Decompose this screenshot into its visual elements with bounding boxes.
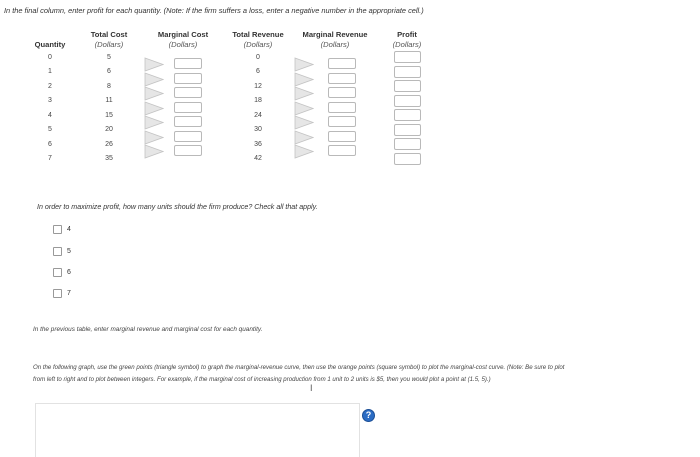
total-cost-cell: 6 (107, 68, 111, 76)
instructions-text: In the final column, enter profit for each quantity. (Note: If the firm suffers a loss, enter a negative number in the appropriate cell.) (4, 6, 424, 15)
profit-cell (380, 79, 434, 94)
table-row (22, 123, 434, 138)
help-icon[interactable]: ? (362, 409, 375, 422)
marginal-revenue-cell (290, 108, 380, 123)
profit-cell (380, 152, 434, 167)
option-6-checkbox[interactable] (53, 268, 62, 277)
quantity-cell: 7 (48, 155, 52, 163)
profit-input[interactable] (394, 51, 421, 63)
total-revenue-cell: 24 (254, 111, 262, 119)
total-revenue-cell: 36 (254, 140, 262, 148)
quantity-cell: 2 (48, 82, 52, 90)
marginal-cost-cell (140, 108, 226, 123)
profit-cell (380, 108, 434, 123)
marginal-revenue-cell (290, 50, 380, 65)
marginal-revenue-cell (290, 123, 380, 138)
cost-revenue-table (22, 30, 434, 166)
profit-cell (380, 50, 434, 65)
option-7[interactable] (53, 289, 71, 298)
marginal-cost-cell (140, 65, 226, 80)
total-revenue-cell: 18 (254, 97, 262, 105)
profit-max-question: In order to maximize profit, how many units should the firm produce? Check all that apply. (37, 203, 318, 211)
table-row (22, 152, 434, 167)
quantity-cell: 4 (48, 111, 52, 119)
profit-input[interactable] (394, 138, 421, 150)
previous-table-note: In the previous table, enter marginal revenue and marginal cost for each quantity. (33, 326, 263, 333)
option-6-label: 6 (67, 269, 71, 276)
marginal-revenue-cell (290, 152, 380, 167)
profit-cell (380, 137, 434, 152)
header-marginal-revenue: Marginal Revenue (Dollars) (302, 30, 368, 49)
marginal-revenue-cell (290, 79, 380, 94)
total-revenue-cell: 42 (254, 155, 262, 163)
marginal-cost-cell (140, 152, 226, 167)
option-7-label: 7 (67, 290, 71, 297)
header-total-revenue: Total Revenue (Dollars) (232, 30, 284, 49)
marginal-cost-cell (140, 79, 226, 94)
marginal-cost-cell (140, 50, 226, 65)
profit-input[interactable] (394, 95, 421, 107)
marginal-revenue-cell (290, 137, 380, 152)
quantity-cell: 0 (48, 53, 52, 61)
header-marginal-cost: Marginal Cost (Dollars) (157, 30, 209, 49)
quantity-cell: 6 (48, 140, 52, 148)
option-4-checkbox[interactable] (53, 225, 62, 234)
profit-cell (380, 123, 434, 138)
option-4-label: 4 (67, 226, 71, 233)
graph-area[interactable] (35, 403, 360, 457)
marginal-cost-cell (140, 94, 226, 109)
table-row (22, 94, 434, 109)
quantity-cell: 1 (48, 68, 52, 76)
total-revenue-cell: 6 (256, 68, 260, 76)
total-revenue-cell: 30 (254, 126, 262, 134)
header-quantity: Quantity (34, 40, 66, 49)
table-row (22, 50, 434, 65)
profit-input[interactable] (394, 124, 421, 136)
option-4[interactable] (53, 225, 71, 234)
marginal-revenue-cell (290, 94, 380, 109)
header-profit: Profit (Dollars) (392, 30, 422, 49)
profit-input[interactable] (394, 80, 421, 92)
total-cost-cell: 5 (107, 53, 111, 61)
total-cost-cell: 20 (105, 126, 113, 134)
option-5-checkbox[interactable] (53, 247, 62, 256)
total-cost-cell: 26 (105, 140, 113, 148)
total-revenue-cell: 12 (254, 82, 262, 90)
option-5-label: 5 (67, 248, 71, 255)
quantity-cell: 3 (48, 97, 52, 105)
profit-input[interactable] (394, 109, 421, 121)
total-cost-cell: 11 (105, 97, 113, 105)
header-total-cost: Total Cost (Dollars) (90, 30, 128, 49)
table-row (22, 137, 434, 152)
marginal-cost-cell (140, 137, 226, 152)
total-cost-cell: 35 (105, 155, 113, 163)
text-cursor-icon: I (310, 383, 313, 393)
graph-instructions: On the following graph, use the green points (triangle symbol) to graph the marginal-revenue curve, then use the orange points (square symbol) to plot the marginal-cost curve. (Note: Be sure to plot from left to right and to plot between integers. For example, if the marginal cost of increasing production from 1 unit to 2 units is $5, then you would plot a point at (1.5, 5).) (33, 364, 565, 384)
table-row (22, 65, 434, 80)
profit-cell (380, 65, 434, 80)
option-7-checkbox[interactable] (53, 289, 62, 298)
total-cost-cell: 8 (107, 82, 111, 90)
marginal-cost-cell (140, 123, 226, 138)
profit-input[interactable] (394, 153, 421, 165)
total-cost-cell: 15 (105, 111, 113, 119)
quantity-cell: 5 (48, 126, 52, 134)
table-row (22, 79, 434, 94)
total-revenue-cell: 0 (256, 53, 260, 61)
option-6[interactable] (53, 268, 71, 277)
table-header-row (22, 30, 434, 50)
table-row (22, 108, 434, 123)
marginal-revenue-cell (290, 65, 380, 80)
profit-input[interactable] (394, 66, 421, 78)
option-5[interactable] (53, 247, 71, 256)
profit-cell (380, 94, 434, 109)
